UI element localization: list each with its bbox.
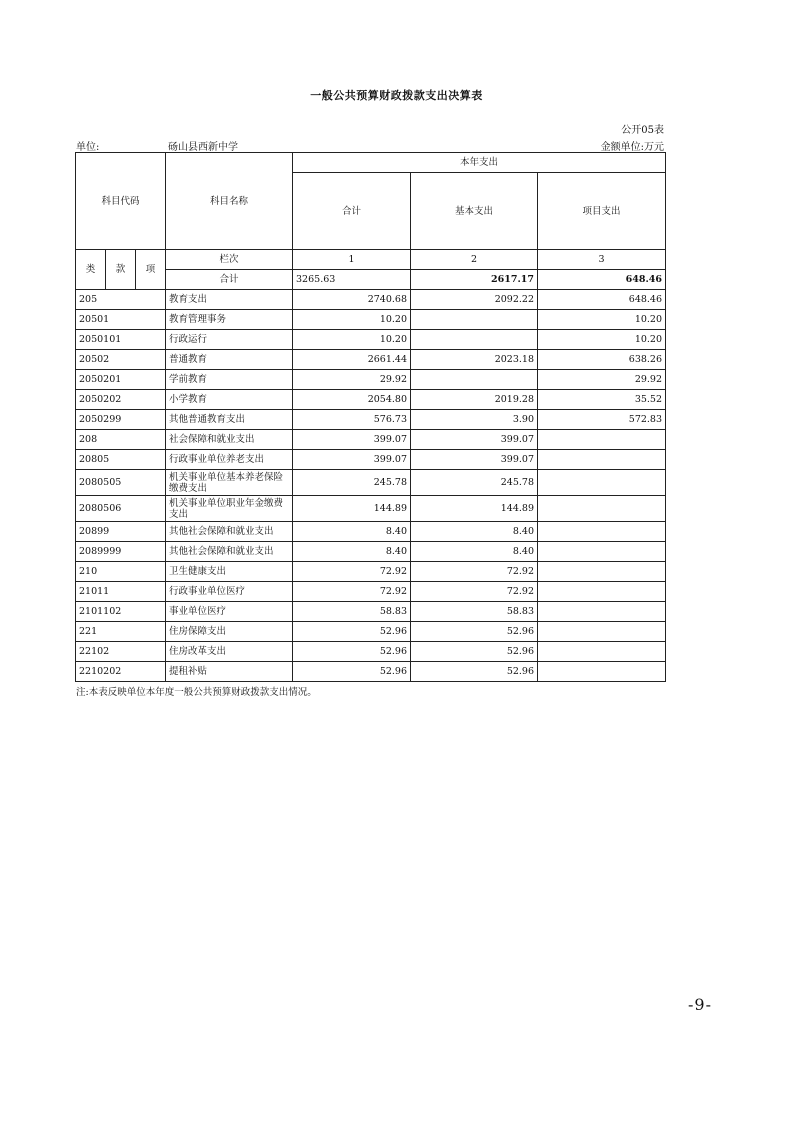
table-row	[76, 450, 666, 470]
row-code: 20805	[76, 450, 166, 470]
row-total: 52.96	[293, 642, 411, 662]
row-code: 2101102	[76, 602, 166, 622]
table-row	[76, 410, 666, 430]
row-name: 行政运行	[166, 330, 293, 350]
row-total: 2661.44	[293, 350, 411, 370]
unit-label: 单位:	[76, 142, 100, 153]
row-basic: 144.89	[411, 496, 538, 522]
row-code: 221	[76, 622, 166, 642]
row-basic: 52.96	[411, 642, 538, 662]
row-project: 10.20	[538, 310, 666, 330]
header-project: 项目支出	[538, 173, 666, 250]
row-code: 20501	[76, 310, 166, 330]
row-basic: 52.96	[411, 662, 538, 682]
row-total: 52.96	[293, 662, 411, 682]
row-total: 245.78	[293, 470, 411, 496]
table-row	[76, 562, 666, 582]
row-name: 普通教育	[166, 350, 293, 370]
row-name: 其他普通教育支出	[166, 410, 293, 430]
summary-basic: 2617.17	[411, 270, 538, 290]
row-project	[538, 450, 666, 470]
table-row	[76, 310, 666, 330]
row-code: 2050101	[76, 330, 166, 350]
row-code: 2089999	[76, 542, 166, 562]
row-total: 8.40	[293, 542, 411, 562]
table-row	[76, 430, 666, 450]
row-total: 399.07	[293, 450, 411, 470]
header-lei: 类	[76, 250, 106, 290]
expenditure-table	[75, 152, 666, 682]
form-number: 公开05表	[621, 125, 664, 136]
row-basic: 2023.18	[411, 350, 538, 370]
row-code: 2050299	[76, 410, 166, 430]
amount-unit: 金额单位:万元	[600, 142, 664, 153]
table-row	[76, 390, 666, 410]
row-project	[538, 562, 666, 582]
table-row	[76, 330, 666, 350]
row-project	[538, 642, 666, 662]
row-project	[538, 470, 666, 496]
summary-project: 648.46	[538, 270, 666, 290]
header-col-3: 3	[538, 250, 666, 270]
row-total: 10.20	[293, 310, 411, 330]
table-row	[76, 370, 666, 390]
row-basic: 3.90	[411, 410, 538, 430]
table-row	[76, 582, 666, 602]
row-code: 2080505	[76, 470, 166, 496]
row-code: 20502	[76, 350, 166, 370]
row-basic: 52.96	[411, 622, 538, 642]
row-total: 144.89	[293, 496, 411, 522]
row-project: 638.26	[538, 350, 666, 370]
header-xiang: 项	[136, 250, 166, 290]
row-name: 住房改革支出	[166, 642, 293, 662]
row-code: 22102	[76, 642, 166, 662]
row-project	[538, 602, 666, 622]
row-project	[538, 662, 666, 682]
row-total: 8.40	[293, 522, 411, 542]
row-basic: 72.92	[411, 582, 538, 602]
row-total: 10.20	[293, 330, 411, 350]
row-project: 648.46	[538, 290, 666, 310]
table-row	[76, 542, 666, 562]
table-row	[76, 350, 666, 370]
header-current-year: 本年支出	[293, 153, 666, 173]
header-col-2: 2	[411, 250, 538, 270]
summary-total: 3265.63	[293, 270, 411, 290]
row-project: 10.20	[538, 330, 666, 350]
row-code: 2080506	[76, 496, 166, 522]
row-code: 20899	[76, 522, 166, 542]
header-code: 科目代码	[76, 153, 166, 250]
row-code: 2210202	[76, 662, 166, 682]
row-total: 52.96	[293, 622, 411, 642]
row-total: 58.83	[293, 602, 411, 622]
footnote: 注:本表反映单位本年度一般公共预算财政拨款支出情况。	[76, 687, 317, 698]
row-project	[538, 522, 666, 542]
table-row	[76, 622, 666, 642]
row-basic	[411, 370, 538, 390]
row-basic: 399.07	[411, 430, 538, 450]
row-basic	[411, 310, 538, 330]
row-code: 2050201	[76, 370, 166, 390]
summary-label: 合计	[166, 270, 293, 290]
header-lanci: 栏次	[166, 250, 293, 270]
header-name: 科目名称	[166, 153, 293, 250]
row-basic: 2092.22	[411, 290, 538, 310]
row-total: 72.92	[293, 582, 411, 602]
header-row-1	[76, 153, 666, 173]
table-row	[76, 290, 666, 310]
table-row	[76, 642, 666, 662]
row-project	[538, 622, 666, 642]
row-basic	[411, 330, 538, 350]
row-name: 社会保障和就业支出	[166, 430, 293, 450]
row-name: 教育管理事务	[166, 310, 293, 330]
row-code: 2050202	[76, 390, 166, 410]
page-title: 一般公共预算财政拨款支出决算表	[310, 89, 483, 102]
table-row	[76, 522, 666, 542]
row-total: 2054.80	[293, 390, 411, 410]
row-name: 学前教育	[166, 370, 293, 390]
table-row	[76, 496, 666, 522]
row-total: 29.92	[293, 370, 411, 390]
row-code: 208	[76, 430, 166, 450]
row-name: 行政事业单位医疗	[166, 582, 293, 602]
row-basic: 399.07	[411, 450, 538, 470]
row-name: 机关事业单位基本养老保险缴费支出	[166, 470, 293, 496]
row-name: 机关事业单位职业年金缴费支出	[166, 496, 293, 522]
row-code: 210	[76, 562, 166, 582]
row-code: 205	[76, 290, 166, 310]
row-basic: 8.40	[411, 542, 538, 562]
row-name: 住房保障支出	[166, 622, 293, 642]
header-basic: 基本支出	[411, 173, 538, 250]
row-name: 提租补贴	[166, 662, 293, 682]
row-project	[538, 430, 666, 450]
row-project: 35.52	[538, 390, 666, 410]
table-row	[76, 470, 666, 496]
row-name: 小学教育	[166, 390, 293, 410]
header-col-1: 1	[293, 250, 411, 270]
table-row	[76, 662, 666, 682]
unit-info-row	[76, 138, 664, 152]
header-total: 合计	[293, 173, 411, 250]
header-kuan: 款	[106, 250, 136, 290]
row-project	[538, 582, 666, 602]
row-name: 教育支出	[166, 290, 293, 310]
row-project: 29.92	[538, 370, 666, 390]
table-row	[76, 602, 666, 622]
row-project	[538, 496, 666, 522]
header-row-3	[76, 250, 666, 270]
row-project	[538, 542, 666, 562]
row-total: 399.07	[293, 430, 411, 450]
row-basic: 245.78	[411, 470, 538, 496]
row-name: 卫生健康支出	[166, 562, 293, 582]
row-name: 其他社会保障和就业支出	[166, 542, 293, 562]
row-project: 572.83	[538, 410, 666, 430]
row-name: 事业单位医疗	[166, 602, 293, 622]
row-name: 其他社会保障和就业支出	[166, 522, 293, 542]
row-basic: 72.92	[411, 562, 538, 582]
row-code: 21011	[76, 582, 166, 602]
row-basic: 2019.28	[411, 390, 538, 410]
row-name: 行政事业单位养老支出	[166, 450, 293, 470]
row-basic: 58.83	[411, 602, 538, 622]
unit-name: 砀山县西新中学	[168, 142, 238, 153]
row-total: 72.92	[293, 562, 411, 582]
page-number: -9-	[688, 995, 712, 1014]
row-basic: 8.40	[411, 522, 538, 542]
row-total: 2740.68	[293, 290, 411, 310]
row-total: 576.73	[293, 410, 411, 430]
